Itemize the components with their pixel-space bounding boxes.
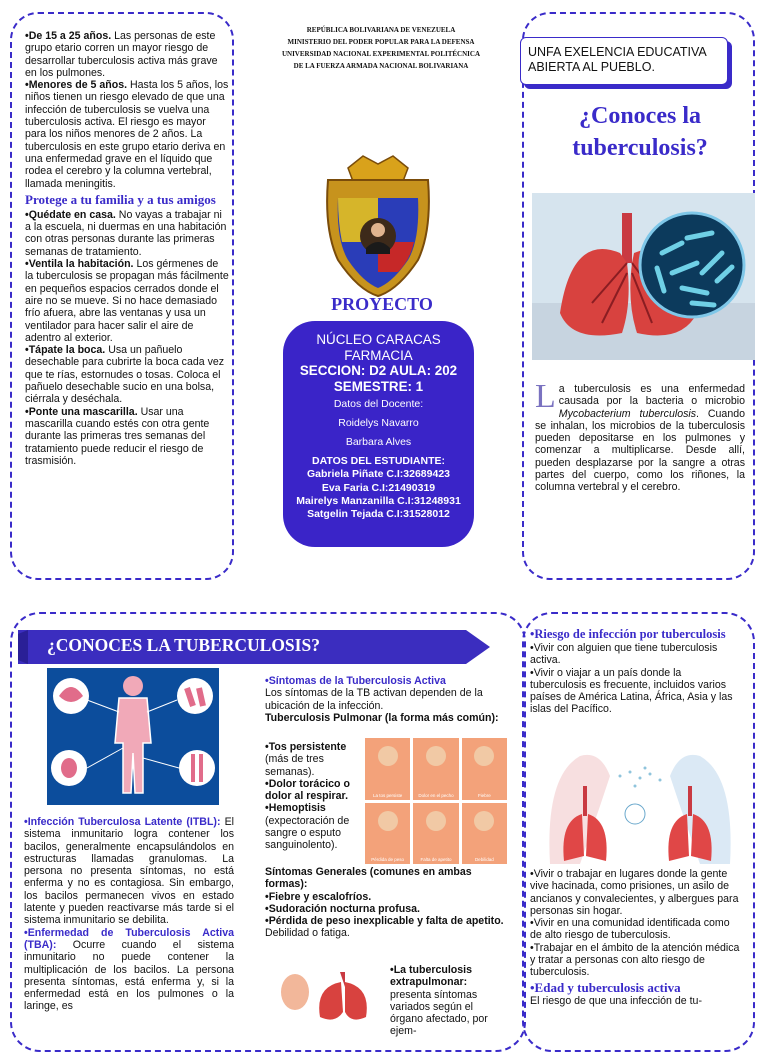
extrapulmonary-text: •La tuberculosis extrapulmonar: presenta síntomas variados según el órgano afectado, por ejem- xyxy=(390,964,488,1038)
project-info-card: NÚCLEO CARACAS FARMACIA SECCION: D2 AULA: 202 SEMESTRE: 1 Datos del Docente: Roidelys Navarro Barbara Alves DATOS DEL ESTUDIANTE: Gabriela Piñate C.I:32689423 Eva Faria C.I:21490319 Mairelys Manzanilla C.I:31248931 Satgelin Tejada C.I:31528012 xyxy=(283,321,474,547)
symptom-cell: Falta de apetito xyxy=(413,803,458,865)
extrapulmonary-image xyxy=(265,962,387,1024)
symptom-cell: Debilidad xyxy=(462,803,507,865)
lungs-bacteria-image xyxy=(532,193,755,360)
protect-heading: Protege a tu familia y a tus amigos xyxy=(25,191,216,207)
symptoms-intro: •Síntomas de la Tuberculosis Activa Los síntomas de la TB activan dependen de la ubicación de la infección. Tuberculosis Pulmonar (la forma más común): xyxy=(265,675,499,724)
banner-title: ¿CONOCES LA TUBERCULOSIS? xyxy=(47,635,320,655)
university-crest-logo xyxy=(318,150,438,300)
motto-box: UNFA EXELENCIA EDUCATIVA ABIERTA AL PUEBLO. xyxy=(520,37,728,85)
risk-section-2: •Vivir o trabajar en lugares donde la gente vive hacinada, como prisiones, un asilo de ancianos y convalecientes, y albergues para personas sin hogar. •Vivir en una comunidad identificada como de alto riesgo de tuberculosis. •Trabajar en el ámbito de la atención médica y tratar a personas con alto riesgo de tuberculosis. •Edad y tuberculosis activa El riesgo de que una infección de tu- xyxy=(530,868,740,1007)
symptom-grid xyxy=(365,738,507,864)
body-organs-image xyxy=(47,668,219,805)
symptom-cell: Fiebre xyxy=(462,738,507,800)
symptom-cell: Dolor en el pecho xyxy=(413,738,458,800)
left-panel-text: •De 15 a 25 años. Las personas de este grupo etario corren un mayor riesgo de desarrollar tuberculosis activa más grave en los pulmones. •Menores de 5 años. Hasta los 5 años, los niños tienen un riesgo elevado de que una infección de tuberculosis se vuelva una tuberculosis activa. El riesgo es mayor para los niños menores de 2 años. La tuberculosis en este grupo etario deriva en una enfermedad grave en el líquido que rodea el cerebro y la columna vertebral, llamada meningitis. Protege a tu familia y a tus amigos •Quédate en casa. No vayas a trabajar ni a la escuela, ni duermas en una habitación con otras personas durante las primeras semanas de tratamiento. •Ventila la habitación. Los gérmenes de la tuberculosis se propagan más fácilmente en pequeños espacios cerrados donde el aire no se mueve. Si no hace demasiado frío afuera, abre las ventanas y usa un ventilador para hacer salir el aire de adentro al exterior. •Tápate la boca. Usa un pañuelo desechable para cubrirte la boca cada vez que te rías, estornudes o tosas. Coloca el pañuelo desechable sucio en una bolsa, ciérrala y deséchala. •Ponte una mascarilla. Usar una mascarilla cuando estés con otra gente durante las primeras tres semanas del tratamiento puede reducir el riesgo de trasmisión. xyxy=(25,30,229,467)
general-symptoms: Síntomas Generales (comunes en ambas formas): •Fiebre y escalofríos. •Sudoración nocturna profusa. •Pérdida de peso inexplicable y falta de apetito. Debilidad o fatiga. xyxy=(265,866,504,940)
infection-types-text: •Infección Tuberculosa Latente (ITBL): El sistema inmunitario logra contener los bacilos, generalmente encapsulándolos en estructuras llamadas granulomas. La persona no presenta síntomas, no está enferma y no es contagiosa. Sin embargo, los bacilos permanecen vivos en estado latente y pueden reactivarse más tarde si el sistema inmunitario se debilita. •Enfermedad de Tuberculosis Activa (TBA): Ocurre cuando el sistema inmunitario no puede contener la multiplicación de los bacilos. La persona presenta síntomas, está enferma y, si la enfermedad está en los pulmones o la laringe, es xyxy=(24,816,234,1013)
coughing-lungs-image xyxy=(540,746,740,864)
right-title: ¿Conoces la tuberculosis? xyxy=(572,103,708,161)
symptom-cell: La tos persiste xyxy=(365,738,410,800)
risk-section: •Riesgo de infección por tuberculosis •Vivir con alguien que tiene tuberculosis activa. •Vivir o viajar a un país donde la tuberculosis es frecuente, incluidos varios países de América Latina, África, Asia y las islas del Pacífico. xyxy=(530,627,733,716)
proyecto-label: PROYECTO xyxy=(331,294,433,314)
pulmonary-symptoms: •Tos persistente (más de tres semanas). •Dolor torácico o dolor al respirar. •Hemoptisis (expectoración de sangre o esputo sanguinolento). xyxy=(265,741,350,852)
drop-cap: L xyxy=(535,378,556,415)
symptom-cell: Pérdida de peso xyxy=(365,803,410,865)
institution-header: REPÚBLICA BOLIVARIANA DE VENEZUELA MINISTERIO DEL PODER POPULAR PARA LA DEFENSA UNIVERSIDAD NACIONAL EXPERIMENTAL POLITÉCNICA DE LA FUERZA ARMADA NACIONAL BOLIVARIANA xyxy=(281,26,481,70)
intro-text: L a tuberculosis es una enfermedad causada por la bacteria o microbio Mycobacterium tuberculosis. Cuando se inhalan, los microbios de la tuberculosis pueden depositarse en los pulmones y comenzar a multiplicarse. Desde allí, pueden desplazarse por la sangre a otras partes del cuerpo, como los riñones, la columna vertebral y el cerebro. xyxy=(535,378,746,494)
